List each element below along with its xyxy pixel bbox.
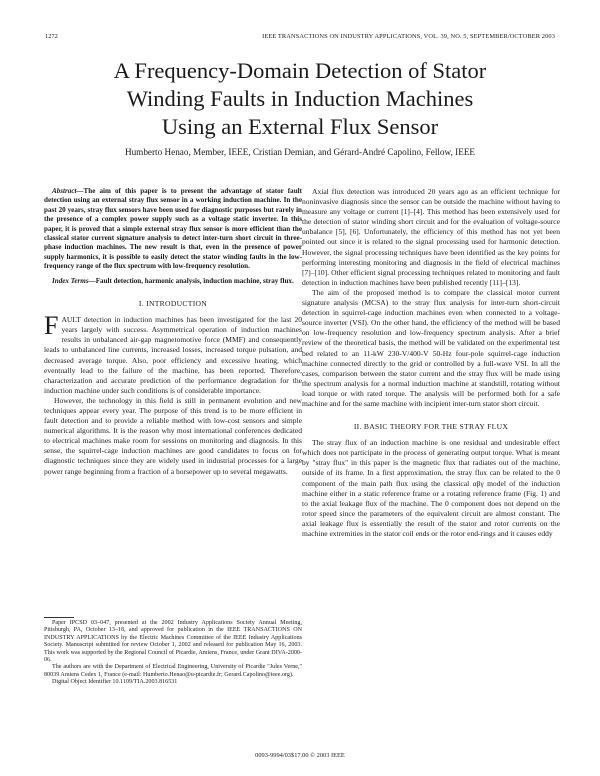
abstract-text: The aim of this paper is to present the advantage of stator fault detection using an external stray flux sensor in a working induction machine. In the past 20 years, stray flux sensors have been used for diagnostic purposes but rarely in the presence of a complex power supply such as a voltage static inverter. In this paper, it is proved that a simple external stray flux sensor is more efficient than the classical stator current signature analysis to detect inter-turn short circuit in three-phase induction machines. The new result is that, even in the presence of power supply harmonics, it is possible to easily detect the stator winding faults in the low-frequency range of the flux spectrum with low-frequency resolution. bbox=[44, 187, 302, 271]
theory-paragraph-1: The stray flux of an induction machine is one residual and undesirable effect which does not participate in the process of generating output torque. What is meant by "stray flux" in this paper is the magnetic flux that radiates out of the machine, outside of its frame. In a first approximation, the stray flux can be related to the 0 component of the main path flux using the classical αβγ model of the induction machine either in a static reference frame or a rotating reference frame (Fig. 1) and to the axial leakage flux of the machine. The 0 component does not depend on the rotor speed since the parameters of the equivalent circuit are almost constant. The axial leakage flux is essentially the result of the stator and rotor currents on the machine extremities in the stator coil ends or the rotor end-rings and it causes eddy bbox=[302, 438, 560, 538]
drop-cap: F bbox=[44, 311, 59, 341]
index-terms-label: Index Terms— bbox=[52, 276, 96, 285]
copyright-footer: 0093-9994/03$17.00 © 2003 IEEE bbox=[255, 752, 345, 759]
journal-header: IEEE TRANSACTIONS ON INDUSTRY APPLICATIONS, VOL. 39, NO. 5, SEPTEMBER/OCTOBER 2003 bbox=[262, 33, 555, 40]
index-terms-text: Fault detection, harmonic analysis, induction machine, stray flux. bbox=[95, 276, 294, 285]
section-heading-introduction: I. INTRODUCTION bbox=[138, 299, 208, 309]
section-heading-basic-theory: II. BASIC THEORY FOR THE STRAY FLUX bbox=[353, 422, 509, 432]
intro-paragraph-1-text: AULT detection in induction machines has been investigated for the last 20 years largely with success. Asymmetrical operation of induction machines results in unbalanced air-gap magnetomotive force (MMF) and consequently leads to unbalanced line currents, increased losses, increased torque pulsation, and decreased average torque. Also, poor efficiency and excessive heating, which eventually lead to the failure of the machine, has been reported. Therefore, characterization and accurate prediction of the performance degradation for the induction machine under such conditions is of considerable importance. bbox=[44, 315, 302, 395]
intro-paragraph-3: Axial flux detection was introduced 20 years ago as an efficient technique for noninvasive diagnosis since the sensor can be outside the machine without having to measure any voltage or current [1]–[4]. This method has been extensively used for the detection of stator winding short circuit and for the evaluation of voltage-source unbalance [5], [6]. Unfortunately, the efficiency of this method has not yet been pointed out since it is related to the signal processing used for harmonic detection. However, the signal processing techniques have been identified as the key points for performing interesting monitoring and diagnosis in the field of electrical machines [7]–[10]. Other efficient signal processing techniques related to monitoring and fault detection in induction machines have been published recently [11]–[13]. bbox=[302, 187, 560, 287]
author-list: Humberto Henao, Member, IEEE, Cristian Demian, and Gérard-André Capolino, Fellow, IEEE bbox=[124, 147, 476, 157]
footnote-rule bbox=[44, 617, 74, 618]
abstract-label: Abstract— bbox=[52, 187, 84, 195]
title-line-3: Using an External Flux Sensor bbox=[161, 114, 439, 139]
footnotes bbox=[44, 620, 302, 687]
title-line-2: Winding Faults in Induction Machines bbox=[126, 86, 474, 111]
right-column bbox=[302, 187, 560, 539]
footnote-manuscript: Paper IPCSD 03–047, presented at the 2002 Industry Applications Society Annual Meeting, Pittsburgh, PA, October 13–18, and approved for publication in the IEEE TRANSACTIONS ON INDUSTRY APPLICATIONS by the Electric Machines Committee of the IEEE Industry Applications Society. Manuscript submitted for review October 1, 2002 and released for publication May 16, 2003. This work was supported by the Regional Council of Picardie, Amiens, France, under Grant DIVA-2000-06. bbox=[44, 620, 302, 664]
paper-title bbox=[40, 57, 560, 141]
page-number: 1272 bbox=[45, 33, 58, 40]
footnote-affiliation: The authors are with the Department of Electrical Engineering, University of Picardie "Jules Verne," 80039 Amiens Cedex 1, France (e-mail: Humberto.Henao@u-picardie.fr; Gerard.Capolino@ieee.org). bbox=[44, 664, 302, 678]
footnote-doi: Digital Object Identifier 10.1109/TIA.2003.816531 bbox=[52, 679, 178, 686]
intro-paragraph-1 bbox=[44, 311, 302, 396]
index-terms bbox=[44, 277, 302, 286]
title-line-1: A Frequency-Domain Detection of Stator bbox=[113, 58, 487, 83]
intro-paragraph-2: However, the technology in this field is still in permanent evolution and new techniques appear every year. The purpose of this trend is to be more efficient in fault detection and to provide a reliable method with low-cost sensors and simple numerical algorithms. It is the reason why most international conferences dedicated to electrical machines make room for sessions on monitoring and diagnosis. In this sense, the squirrel-cage induction machines are good candidates to focus on for diagnostic techniques since they are widely used in industrial processes for a large power range beginning from a fraction of a horsepower up to several megawatts. bbox=[44, 395, 302, 476]
intro-paragraph-4: The aim of the proposed method is to compare the classical motor current signature analysis (MCSA) to the stray flux analysis for inter-turn short-circuit detection in squirrel-cage induction machines even when connected to a voltage-source inverter (VSI). On the other hand, the efficiency of the method will be based on low-frequency resolution and low-frequency spectrum analysis. After a brief review of the theoretical basis, the method will be validated on the experimental test bed related to an 11-kW 230-V/400-V 50-Hz four-pole squirrel-cage induction machine connected directly to the grid or controlled by a full-wave VSI. In all the cases, comparison between the stator current and the stray flux will be made using the spectrum analysis for a normal induction machine at standstill, rotating without load torque or with rated torque. The analysis will be performed both for a safe machine and for the same machine with incipient inter-turn stator short circuit. bbox=[302, 287, 560, 408]
abstract bbox=[44, 187, 302, 272]
left-column bbox=[44, 187, 302, 477]
